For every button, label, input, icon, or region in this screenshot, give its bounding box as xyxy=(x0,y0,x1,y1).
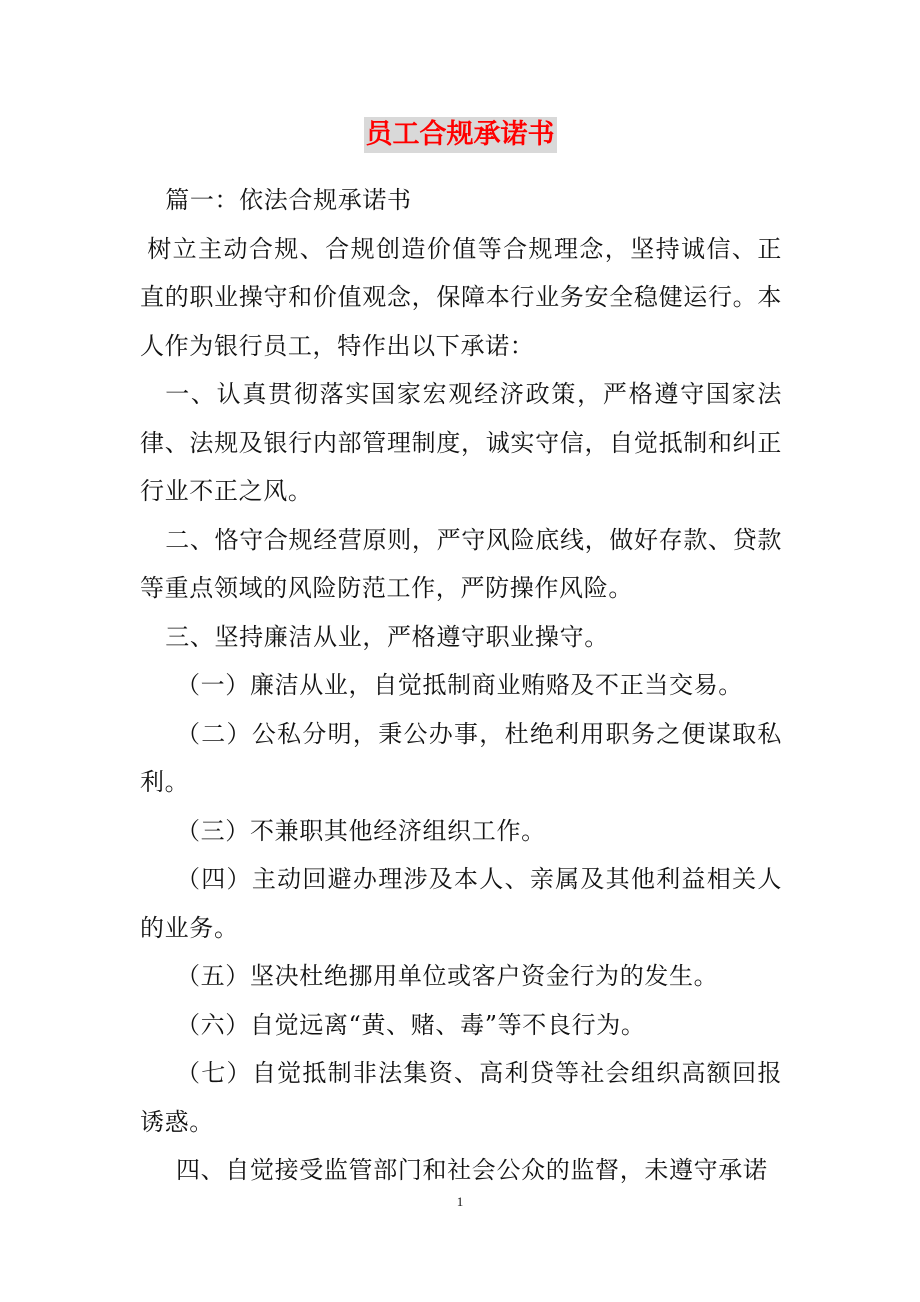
paragraph: （七）自觉抵制非法集资、高利贷等社会组织高额回报诱惑。 xyxy=(140,1059,782,1136)
paragraph: 四、自觉接受监管部门和社会公众的监督，未遵守承诺 xyxy=(176,1156,768,1184)
paragraph: （三）不兼职其他经济组织工作。 xyxy=(176,816,546,845)
paragraph: 二、恪守合规经营原则，严守风险底线，做好存款、贷款等重点领域的风险防范工作，严防操作风险。 xyxy=(140,525,782,602)
paragraph: 树立主动合规、合规创造价值等合规理念，坚持诚信、正直的职业操守和价值观念，保障本行业务安全稳健运行。本人作为银行员工，特作出以下承诺： xyxy=(140,234,782,360)
paragraph: （一）廉洁从业，自觉抵制商业贿赂及不正当交易。 xyxy=(176,671,743,699)
paragraph: （五）坚决杜绝挪用单位或客户资金行为的发生。 xyxy=(176,962,719,990)
title-container xyxy=(0,117,920,153)
paragraph: （六）自觉远离“黄、赌、毒”等不良行为。 xyxy=(176,1010,646,1039)
paragraph: 一、认真贯彻落实国家宏观经济政策，严格遵守国家法律、法规及银行内部管理制度，诚实守信，自觉抵制和纠正行业不正之风。 xyxy=(140,380,782,505)
paragraph: （二）公私分明，秉公办事，杜绝利用职务之便谋取私利。 xyxy=(140,719,782,796)
document-title: 员工合规承诺书 xyxy=(364,117,557,153)
paragraph: 三、坚持廉洁从业，严格遵守职业操守。 xyxy=(165,622,609,651)
document-body xyxy=(140,176,782,1195)
paragraph: （四）主动回避办理涉及本人、亲属及其他利益相关人的业务。 xyxy=(140,865,782,942)
page-number: 1 xyxy=(456,1194,464,1209)
section-heading: 篇一：依法合规承诺书 xyxy=(165,186,412,214)
